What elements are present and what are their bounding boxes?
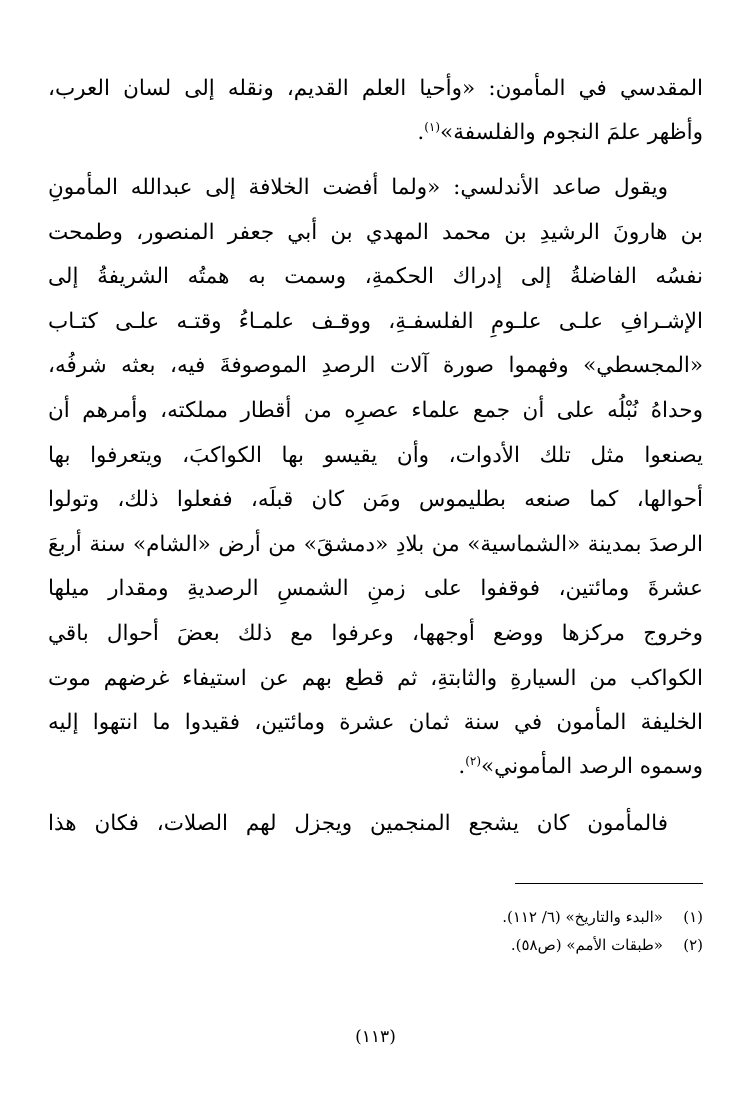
text-line: وحداهُ نُبْلُه على أن جمع علماء عصرِه من أقطار مملكته، وأمرهم أن	[48, 398, 703, 423]
text-line: عشرةَ ومائتين، فوقفوا على زمنِ الشمسِ الرصديةِ ومقدار ميلها	[48, 576, 703, 601]
text-line: الإشـرافِ علـى علـومِ الفلسفـةِ، ووقـف علمـاءُ وقتـه علـى كتـاب	[48, 309, 703, 334]
text-line	[48, 752, 703, 782]
text-line: نفسُه الفاضلةُ إلى إدراك الحكمةِ، وسمت به همتُه الشريفةُ إلى	[48, 264, 703, 289]
text-line: فالمأمون كان يشجع المنجمين ويجزل لهم الصلات، فكان هذا	[48, 811, 668, 836]
footnote-text: «طبقات الأمم» (ص٥٨).	[510, 936, 663, 954]
sentence-period: .	[458, 754, 466, 779]
text-line: الكواكب من السيارةِ والثابتةِ، ثم قطع بهم عن استيفاء غرضهم موت	[48, 666, 703, 691]
text-line-content: وسموه الرصد المأموني»	[481, 754, 703, 779]
footnote-text: «البدء والتاريخ» (٦/ ١١٢).	[502, 908, 663, 926]
footnote-ref-2: (٢)	[465, 753, 482, 768]
footnote-number: (٢)	[683, 936, 703, 954]
text-line: أحوالها، كما صنعه بطليموس ومَن كان قبلَه، ففعلوا ذلك، وتولوا	[48, 487, 703, 512]
text-line	[48, 118, 703, 148]
text-line: بن هارونَ الرشيدِ بن محمد المهدي بن أبي جعفر المنصور، وطمحت	[48, 220, 703, 245]
sentence-period: .	[417, 120, 425, 145]
page-number: (١١٣)	[355, 1027, 396, 1047]
footnote-separator	[515, 883, 703, 884]
text-line: ويقول صاعد الأندلسي: «ولما أفضت الخلافة إلى عبدالله المأمونِ	[48, 175, 668, 200]
footnote-number: (١)	[683, 908, 703, 926]
text-line: «المجسطي» وفهموا صورة آلات الرصدِ الموصوفةَ فيه، بعثه شرفُه،	[48, 353, 703, 378]
text-line: الخليفة المأمون في سنة ثمان عشرة ومائتين، فقيدوا ما انتهوا إليه	[48, 710, 703, 735]
text-line: يصنعوا مثل تلك الأدوات، وأن يقيسو بها الكواكبَ، ويتعرفوا بها	[48, 443, 703, 468]
footnote-2	[511, 934, 703, 956]
footnote-ref-1: (١)	[424, 119, 441, 134]
footnote-1	[502, 906, 703, 928]
text-line: وخروج مركزها ووضع أوجهها، وعرفوا مع ذلك بعضَ أحوال باقي	[48, 621, 703, 646]
text-line: المقدسي في المأمون: «وأحيا العلم القديم، ونقله إلى لسان العرب،	[48, 76, 703, 101]
text-line-content: وأظهر علمَ النجوم والفلسفة»	[440, 120, 703, 145]
text-line: الرصدَ بمدينة «الشماسية» من بلادِ «دمشقَ» من أرض «الشام» سنة أربعَ	[48, 532, 704, 557]
